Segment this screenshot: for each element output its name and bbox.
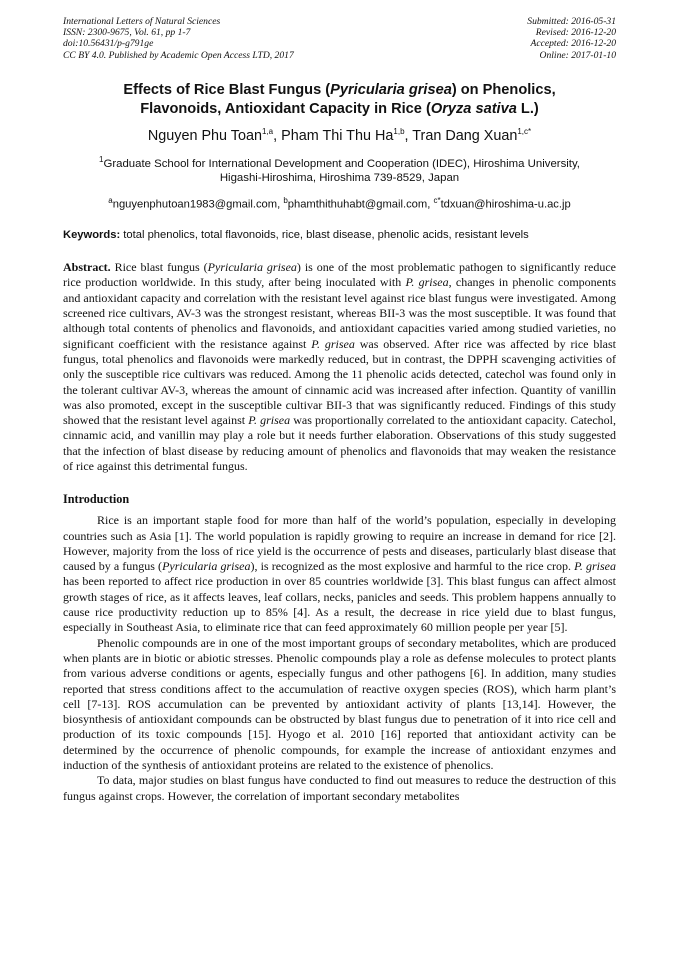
author-list [63,122,616,146]
paper-page [63,16,616,804]
title-text: ) on Phenolics, [451,81,556,98]
affiliation [63,152,616,187]
abstract-text: was observed. After rice was affected by rice blast fungus, total phenolics and flavonoids were markedly reduced, but in contrast, the DPPH scavenging activities of only the susceptible rice cultivars was reduced. Among the 11 phenolic acids detected, catechol was found only in the tolerant cultivar AV-3, whereas the amount of cinnamic acid was increased after infection. Quantity of vanillin was also promoted, except in the susceptible cultivar BII-3 that was significantly reduced. Findings of this study showed that the resistant level against [63,336,616,428]
title-text: Effects of Rice Blast Fungus ( [123,81,331,98]
online-date: Online: 2017-01-10 [539,49,616,61]
title-species: Oryza sativa [430,100,517,117]
dates-info [527,16,616,61]
email-link[interactable]: phamthithuhabt@gmail.com, [287,199,434,212]
author-emails [63,193,616,213]
author-affil-mark: 1,a [262,126,274,136]
title-species: Pyricularia grisea [330,81,452,98]
license: CC BY 4.0. Published by Academic Open Access LTD, 2017 [63,49,294,61]
abstract-text: ) is one of the most problematic pathogen to significantly reduce rice production worldwide. In this study, after being inoculated with [63,260,616,290]
submitted-date: Submitted: 2016-05-31 [527,16,616,27]
affil-mark: 1 [99,154,104,164]
abstract-species: Pyricularia grisea [207,260,297,275]
journal-header [63,16,616,61]
email-mark: c* [433,196,441,206]
intro-paragraph-1 [63,513,616,635]
keywords-text: total phenolics, total flavonoids, rice, blast disease, phenolic acids, resistant levels [120,229,529,242]
paragraph-species: Pyricularia grisea [162,559,251,574]
abstract-text: , changes in phenolic components and antioxidant capacity and correlation with the resistant level against rice blast fungus were investigated. Among screened rice cultivars, AV-3 was the strongest resistant, whereas BII-3 was the most susceptible. It was found that although total contents of phenolics and flavonoids, and antioxidant capacities varied among studied varieties, no significant coefficient with the resistance against [63,275,616,351]
separator: , [404,127,413,144]
journal-info [63,16,294,61]
separator: , [273,127,282,144]
doi: doi:10.56431/p-g791ge [63,38,154,50]
paragraph-text: has been reported to affect rice production in over 85 countries worldwide [3]. This blast fungus can affect almost growth stages of rice, as it affects leaves, leaf collars, necks, panicles and seeds. This problem happens annually to cause rice productivity reduction up to 85% [4]. As a result, the decrease in rice yield due to blast fungus, especially in Southeast Asia, to eliminate rice that can feed approximately 60 million people per year [5]. [63,574,616,635]
paragraph-text: Rice is an important staple food for more than half of the world’s population, especially in developing countries such as Asia [1]. The world population is rapidly growing to require an increase in demand for rice [2]. However, majority from the loss of rice yield is the occurrence of pests and diseases, particularly blast disease that caused by a fungus ( [63,513,616,574]
email-link[interactable]: nguyenphutoan1983@gmail.com, [112,199,284,212]
email-mark: b [283,196,288,206]
abstract-text: Rice blast fungus ( [110,260,208,275]
issn: ISSN: 2300-9675, Vol. 61, pp 1-7 [63,27,191,39]
intro-paragraph-3: To data, major studies on blast fungus have conducted to find out measures to reduce the destruction of this fungus against crops. However, the correlation of important secondary metabolites [63,773,616,803]
author-name: Tran Dang Xuan [412,127,518,144]
affil-line: Higashi-Hiroshima, Hiroshima 739-8529, Japan [219,172,460,185]
keywords [63,228,616,243]
keywords-label: Keywords: [63,229,121,242]
accepted-date: Accepted: 2016-12-20 [530,38,616,50]
abstract [63,260,616,474]
affil-line: Graduate School for International Development and Cooperation (IDEC), Hiroshima University, [103,157,580,170]
author-name: Pham Thi Thu Ha [281,127,394,144]
title-text: L.) [516,100,539,117]
abstract-species: P. grisea [311,336,355,351]
revised-date: Revised: 2016-12-20 [535,27,616,39]
author-affil-mark: 1,b [393,126,405,136]
journal-name: International Letters of Natural Sciences [63,16,221,27]
abstract-species: P. grisea [248,413,291,428]
intro-paragraph-2: Phenolic compounds are in one of the most important groups of secondary metabolites, which are produced when plants are in biotic or abiotic stresses. Phenolic compounds play a role as defense molecules to protect plants from various adverse conditions or agents, especially fungus and other pathogens [6]. In addition, many studies reported that stress conditions affect to the accumulation of reactive oxygen species (ROS), which harm plant’s cell [7-13]. ROS accumulation can be prevented by antioxidant activity of plants [13,14]. However, the biosynthesis of antioxidant compounds can be obstructed by blast fungus due to penetration of it into rice cell and production of its toxic compounds [15]. Hyogo et al. 2010 [16] reported that antioxidant activity can be determined by the occurrence of phenolic compounds, for example the increase of antioxidant enzymes and induction of the synthesis of antioxidant proteins are related to the existence of phenolics. [63,635,616,773]
author-affil-mark: 1,c* [517,126,532,136]
abstract-label: Abstract. [63,260,111,275]
paragraph-text: ), is recognized as the most explosive and harmful to the rice crop. [250,559,575,574]
abstract-species: P. grisea [405,275,449,290]
email-link[interactable]: tdxuan@hiroshima-u.ac.jp [440,199,571,212]
abstract-text: was proportionally correlated to the antioxidant capacity. Catechol, cinnamic acid, and vanillin may play a role but it needs further elaboration. Observations of this study suggested that the infection of blast disease by reducing amount of phenolics and flavonoids that may weaken the resistance of rice against this detrimental fungus. [63,413,617,473]
author-name: Nguyen Phu Toan [147,127,262,144]
paragraph-species: P. grisea [574,559,616,574]
section-heading-introduction: Introduction [63,492,130,507]
paper-title [63,81,616,119]
email-mark: a [108,196,113,206]
title-text: Flavonoids, Antioxidant Capacity in Rice ( [140,100,431,117]
